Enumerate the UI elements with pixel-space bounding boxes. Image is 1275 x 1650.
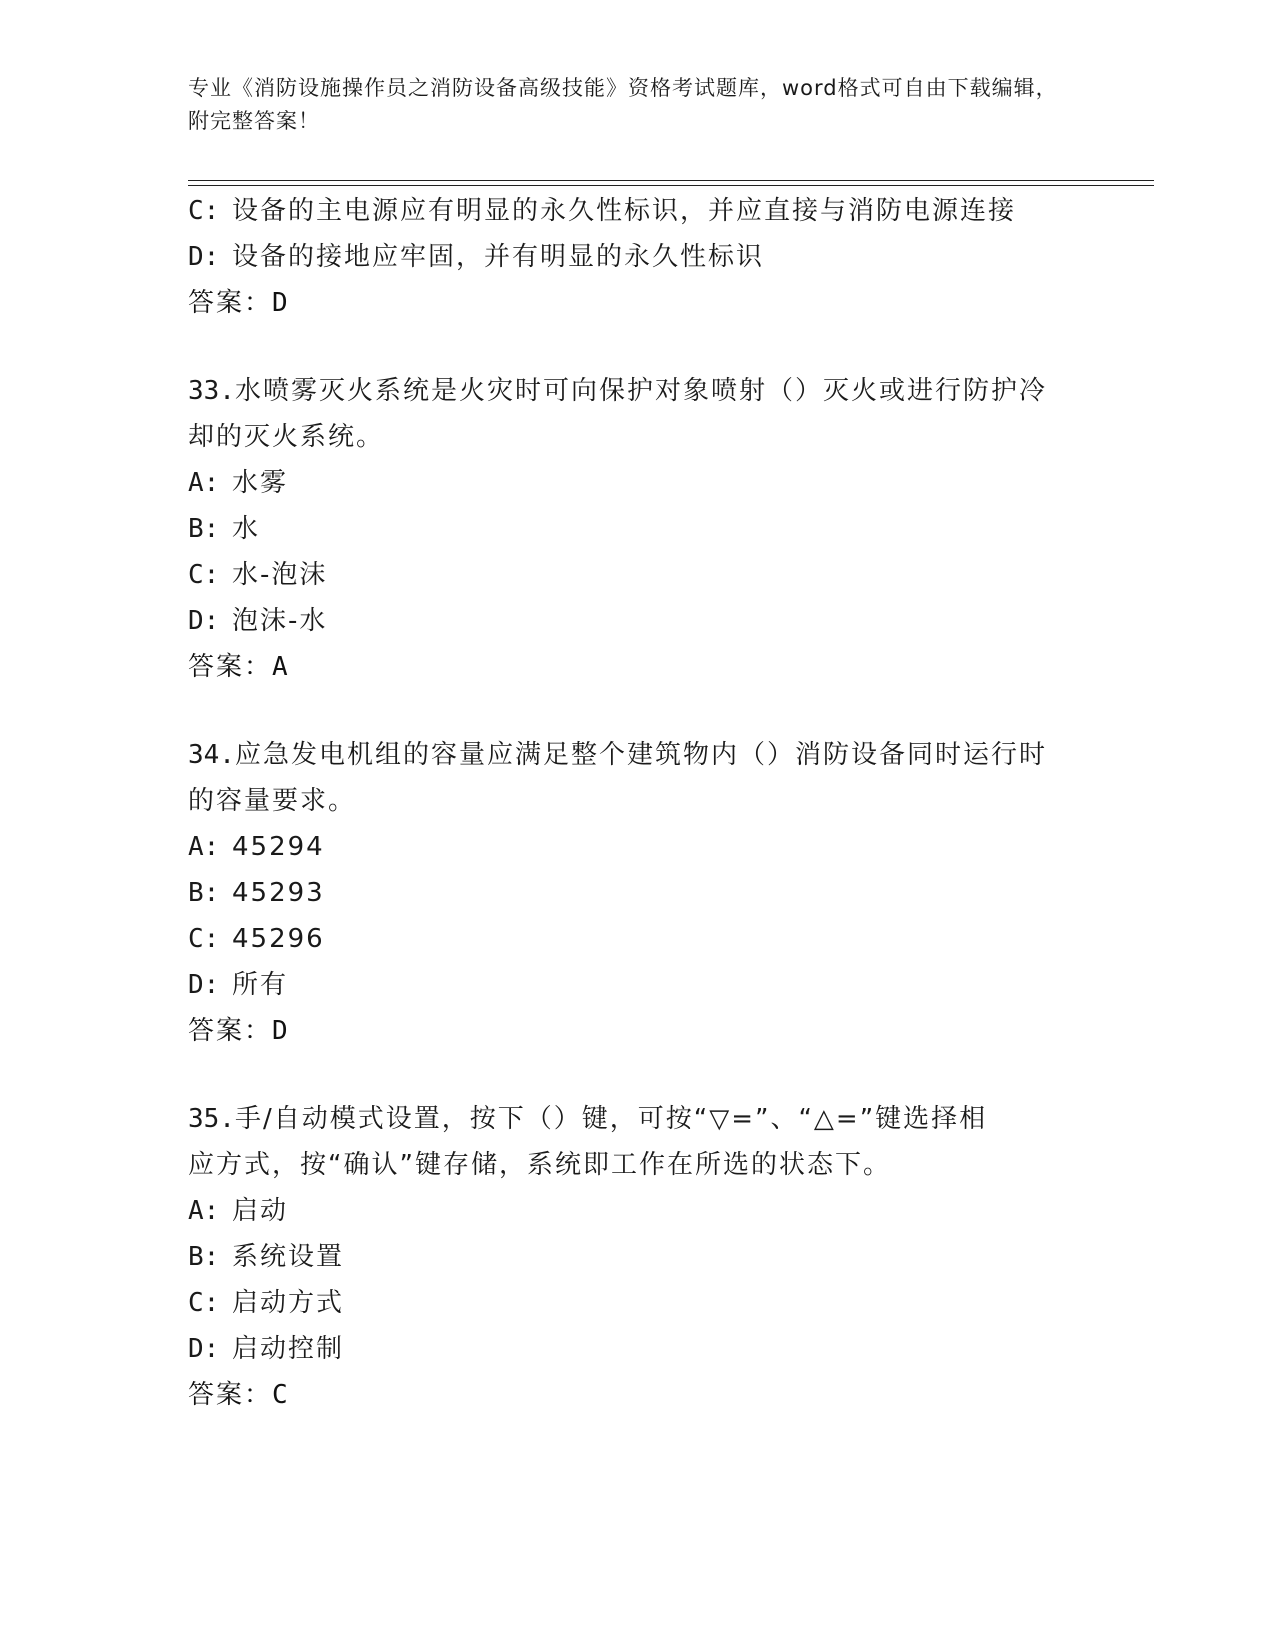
option-text: 45294 [232,832,325,862]
question-stem-continued [188,1142,1088,1188]
option-d [188,962,1088,1008]
answer-value: D [272,1016,288,1046]
previous-question-tail [188,188,1088,326]
option-c [188,552,1088,598]
option-text: 启动控制 [232,1334,345,1364]
answer-label: 答案： [188,1016,273,1046]
option-a [188,824,1088,870]
option-label: D: [188,606,220,636]
question-text: 应急发电机组的容量应满足整个建筑物内（）消防设备同时运行时 [234,740,1047,770]
question-text: 应方式，按“确认”键存储，系统即工作在所选的状态下。 [188,1150,891,1180]
option-label: B: [188,514,220,544]
option-label: A: [188,1196,220,1226]
option-text: 启动方式 [232,1288,345,1318]
option-text: 启动 [232,1196,289,1226]
option-text: 水 [232,514,261,544]
question-33 [188,368,1088,690]
option-c [188,1280,1088,1326]
option-c [188,188,1088,234]
option-text: 45296 [232,924,325,954]
option-label: C: [188,1288,220,1318]
answer-label: 答案： [188,652,273,682]
question-34 [188,732,1088,1054]
option-label: D: [188,1334,220,1364]
question-stem-continued [188,778,1088,824]
option-label: C: [188,924,220,954]
question-text: 手/自动模式设置，按下（）键，可按“▽=”、“△=”键选择相 [234,1104,988,1134]
document-header [188,72,1068,138]
option-label: B: [188,878,220,908]
option-label: D: [188,970,220,1000]
question-number: 35. [188,1104,235,1134]
question-stem [188,732,1088,778]
answer-line [188,280,1088,326]
header-divider-bottom [188,185,1154,186]
question-stem [188,1096,1088,1142]
answer-value: D [272,288,288,318]
option-text: 所有 [232,970,289,1000]
option-text: 水-泡沫 [232,560,328,590]
option-text: 水雾 [232,468,289,498]
option-label: B: [188,1242,220,1272]
option-d [188,1326,1088,1372]
question-text: 水喷雾灭火系统是火灾时可向保护对象喷射（）灭火或进行防护冷 [234,376,1047,406]
option-label: C: [188,560,220,590]
header-divider-top [188,180,1154,181]
question-text: 却的灭火系统。 [188,422,385,452]
option-d [188,598,1088,644]
option-text: 设备的主电源应有明显的永久性标识，并应直接与消防电源连接 [232,196,1017,226]
option-a [188,460,1088,506]
answer-value: A [272,652,288,682]
option-b [188,506,1088,552]
answer-label: 答案： [188,288,273,318]
answer-line [188,644,1088,690]
header-text: 专业《消防设施操作员之消防设备高级技能》资格考试题库，word格式可自由下载编辑，附完整答案！ [188,76,1058,133]
option-a [188,1188,1088,1234]
option-label: C: [188,196,220,226]
answer-value: C [272,1380,288,1410]
question-stem [188,368,1088,414]
answer-line [188,1372,1088,1418]
option-b [188,1234,1088,1280]
answer-line [188,1008,1088,1054]
option-c [188,916,1088,962]
option-label: A: [188,832,220,862]
question-stem-continued [188,414,1088,460]
question-number: 33. [188,376,235,406]
option-text: 设备的接地应牢固，并有明显的永久性标识 [232,242,765,272]
option-b [188,870,1088,916]
question-number: 34. [188,740,235,770]
option-text: 系统设置 [232,1242,345,1272]
answer-label: 答案： [188,1380,273,1410]
option-text: 泡沫-水 [232,606,328,636]
question-list [188,188,1088,1418]
option-d [188,234,1088,280]
option-label: A: [188,468,220,498]
option-label: D: [188,242,220,272]
question-text: 的容量要求。 [188,786,357,816]
option-text: 45293 [232,878,325,908]
question-35 [188,1096,1088,1418]
